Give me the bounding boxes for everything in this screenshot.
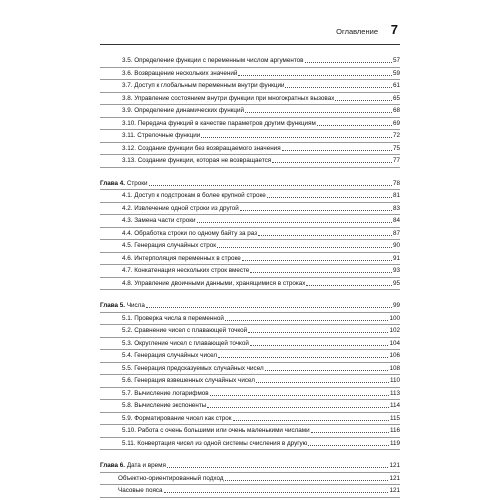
running-header bbox=[100, 22, 400, 42]
dot-leader bbox=[265, 370, 389, 371]
toc-entry[interactable] bbox=[100, 68, 400, 81]
toc-chapter[interactable] bbox=[100, 178, 400, 191]
toc-entry-page: 121 bbox=[389, 487, 400, 494]
toc-entry-page: 87 bbox=[392, 229, 400, 237]
toc-entry-label: 5.4. Генерация случайных чисел bbox=[122, 352, 218, 359]
toc-entry[interactable] bbox=[100, 215, 400, 228]
toc-entry-label: 5.5. Генерация предсказуемых случайных чисел bbox=[122, 364, 264, 372]
toc-entry-page: 102 bbox=[389, 327, 400, 334]
toc-entry[interactable] bbox=[100, 325, 400, 338]
toc-entry-page: 95 bbox=[392, 279, 400, 287]
dot-leader bbox=[225, 480, 389, 481]
toc-entry[interactable] bbox=[100, 278, 400, 291]
toc-entry-label: 5.7. Вычисление логарифмов bbox=[122, 389, 209, 397]
toc-entry-label: 5.3. Округление чисел с плавающей точкой bbox=[122, 339, 249, 347]
toc-entry-label: 5.8. Вычисление экспоненты bbox=[122, 402, 207, 409]
toc-entry-page: 113 bbox=[389, 389, 400, 397]
toc-entry-page: 81 bbox=[392, 192, 400, 199]
toc-entry-page: 77 bbox=[392, 157, 400, 164]
toc-entry-label: 4.4. Обработка строки по одному байту за раз bbox=[122, 229, 258, 237]
header-rule bbox=[100, 44, 400, 45]
toc-entry-label: Часовые пояса bbox=[118, 487, 163, 494]
toc-entry-label: 3.12. Создание функции без возвращаемого значения bbox=[122, 144, 281, 152]
toc-entry-page: 119 bbox=[389, 439, 400, 447]
dot-leader bbox=[285, 87, 392, 88]
dot-leader bbox=[317, 125, 392, 126]
toc-chapter-prefix: Глава 5. bbox=[100, 302, 126, 309]
dot-leader bbox=[282, 150, 392, 151]
toc-entry-label: 3.11. Стрелочные функции bbox=[122, 132, 201, 139]
toc-entry-page: 68 bbox=[392, 107, 400, 114]
toc-chapter-label bbox=[100, 178, 148, 191]
dot-leader bbox=[248, 332, 388, 333]
toc-entry-label: 4.2. Извлечение одной строки из другой bbox=[122, 204, 239, 212]
toc-entry[interactable] bbox=[100, 118, 400, 131]
toc-chapter-page: 78 bbox=[392, 179, 400, 187]
dot-leader bbox=[267, 197, 392, 198]
toc-chapter-title: Дата и время bbox=[126, 462, 166, 469]
toc-entry-label: 5.6. Генерация взвешенных случайных чисел bbox=[122, 377, 255, 384]
dot-leader bbox=[258, 235, 392, 236]
toc-entry-label: 3.9. Определение динамических функций bbox=[122, 107, 245, 114]
toc-entry[interactable] bbox=[100, 338, 400, 351]
toc-entry-page: 72 bbox=[392, 132, 400, 139]
toc-chapter-page: 99 bbox=[392, 302, 400, 309]
toc-entry-page: 100 bbox=[389, 314, 400, 322]
toc-entry[interactable] bbox=[100, 400, 400, 413]
toc-entry-page: 65 bbox=[392, 94, 400, 102]
toc-entry-label: 5.11. Конвертация чисел из одной системы счисления в другую bbox=[122, 439, 308, 447]
dot-leader bbox=[240, 210, 392, 211]
dot-leader bbox=[306, 285, 392, 286]
toc-chapter-label bbox=[100, 460, 166, 473]
dot-leader bbox=[217, 247, 392, 248]
page-number: 7 bbox=[390, 22, 398, 37]
toc-entry[interactable] bbox=[100, 350, 400, 363]
toc-entry-label: 3.5. Определение функции с переменным числом аргументов bbox=[122, 57, 304, 64]
toc-entry-label: 3.6. Возвращение нескольких значений bbox=[122, 69, 238, 77]
dot-leader bbox=[308, 445, 389, 446]
toc-entry-page: 108 bbox=[389, 364, 400, 372]
toc-entry-page: 84 bbox=[392, 217, 400, 224]
toc-entry[interactable] bbox=[100, 143, 400, 156]
dot-leader bbox=[225, 320, 389, 321]
toc-entry-page: 110 bbox=[389, 377, 400, 384]
toc-entry-label: 3.10. Передача функций в качестве параметров другим функциям bbox=[122, 119, 316, 127]
toc-entry-page: 90 bbox=[392, 242, 400, 249]
dot-leader bbox=[272, 162, 392, 163]
toc-entry[interactable] bbox=[100, 80, 400, 93]
toc-entry-page: 61 bbox=[392, 82, 400, 89]
toc-chapter-prefix: Глава 4. bbox=[100, 179, 126, 187]
toc-entry-label: 3.8. Управление состоянием внутри функции при многократных вызовах bbox=[122, 94, 335, 102]
toc-entry[interactable] bbox=[100, 130, 400, 143]
toc-entry-page: 114 bbox=[389, 402, 400, 409]
toc-entry-label: 4.6. Интерполяция переменных в строке bbox=[122, 254, 241, 262]
toc-entry[interactable] bbox=[100, 438, 400, 451]
toc-entry-label: 4.5. Генерация случайных строк bbox=[122, 242, 216, 249]
toc-chapter-label bbox=[100, 300, 145, 313]
toc-entry[interactable] bbox=[100, 388, 400, 401]
dot-leader bbox=[256, 382, 389, 383]
toc-entry[interactable] bbox=[100, 473, 400, 486]
dot-leader bbox=[164, 492, 389, 493]
running-header-title: Оглавление bbox=[336, 27, 378, 36]
toc-entry-label: Объектно-ориентированный подход bbox=[118, 474, 224, 482]
toc-entry-page: 104 bbox=[389, 339, 400, 347]
toc-entry-label: 5.9. Форматирование чисел как строк bbox=[122, 414, 232, 422]
dot-leader bbox=[201, 137, 392, 138]
toc-entry[interactable] bbox=[100, 93, 400, 106]
toc-entry-label: 4.8. Управление двоичными данными, хранящимися в строках bbox=[122, 279, 306, 287]
toc-entry[interactable] bbox=[100, 155, 400, 168]
dot-leader bbox=[218, 357, 388, 358]
dot-leader bbox=[167, 467, 389, 468]
toc-entry-page: 69 bbox=[392, 119, 400, 127]
dot-leader bbox=[207, 407, 389, 408]
toc-entry-label: 4.7. Конкатенация нескольких строк вместе bbox=[122, 267, 250, 274]
toc-entry-label: 5.2. Сравнение чисел с плавающей точкой bbox=[122, 327, 248, 334]
toc-entry[interactable] bbox=[100, 228, 400, 241]
toc-chapter-title: Числа bbox=[126, 302, 145, 309]
toc-entry-label: 5.10. Работа с очень большими или очень маленькими числами bbox=[122, 427, 310, 434]
toc-entry[interactable] bbox=[100, 363, 400, 376]
toc-chapter-title: Строки bbox=[126, 179, 148, 187]
toc-entry[interactable] bbox=[100, 253, 400, 266]
toc-entry[interactable] bbox=[100, 203, 400, 216]
dot-leader bbox=[245, 112, 392, 113]
dot-leader bbox=[197, 222, 392, 223]
toc-entry-page: 57 bbox=[392, 57, 400, 64]
toc-entry-page: 59 bbox=[392, 69, 400, 77]
chapter-gap bbox=[100, 168, 400, 172]
toc-entry[interactable] bbox=[100, 55, 400, 68]
dot-leader bbox=[242, 260, 392, 261]
toc-entry-label: 4.1. Доступ к подстрокам в более крупной строке bbox=[122, 192, 266, 199]
toc-entry-label: 4.3. Замена части строки bbox=[122, 217, 196, 224]
toc-entry-label: 5.1. Проверка числа в переменной bbox=[122, 314, 224, 322]
toc-entry-page: 106 bbox=[389, 352, 400, 359]
toc-entry-page: 83 bbox=[392, 204, 400, 212]
toc-entry-label: 3.13. Создание функции, которая не возвращается bbox=[122, 157, 272, 164]
toc-entry[interactable] bbox=[100, 240, 400, 253]
toc-entry-page: 91 bbox=[392, 254, 400, 262]
dot-leader bbox=[250, 345, 389, 346]
toc-entry[interactable] bbox=[100, 413, 400, 426]
toc-chapter-page: 121 bbox=[389, 462, 400, 469]
table-of-contents bbox=[100, 55, 400, 498]
chapter-gap bbox=[100, 450, 400, 454]
toc-entry-page: 115 bbox=[389, 414, 400, 422]
toc-entry[interactable] bbox=[100, 265, 400, 278]
dot-leader bbox=[146, 307, 392, 308]
dot-leader bbox=[210, 395, 389, 396]
dot-leader bbox=[149, 185, 392, 186]
toc-entry[interactable] bbox=[100, 105, 400, 118]
chapter-gap bbox=[100, 290, 400, 294]
toc-entry[interactable] bbox=[100, 313, 400, 326]
toc-entry-page: 121 bbox=[389, 474, 400, 482]
toc-chapter-prefix: Глава 6. bbox=[100, 462, 126, 469]
toc-entry-label: 3.7. Доступ к глобальным переменным внутри функции bbox=[122, 82, 285, 89]
toc-entry-page: 75 bbox=[392, 144, 400, 152]
toc-entry[interactable] bbox=[100, 375, 400, 388]
dot-leader bbox=[238, 75, 392, 76]
dot-leader bbox=[233, 420, 389, 421]
toc-entry[interactable] bbox=[100, 485, 400, 498]
toc-entry-page: 116 bbox=[389, 427, 400, 434]
dot-leader bbox=[305, 62, 392, 63]
toc-entry[interactable] bbox=[100, 425, 400, 438]
dot-leader bbox=[311, 432, 389, 433]
dot-leader bbox=[335, 100, 392, 101]
toc-chapter[interactable] bbox=[100, 460, 400, 473]
dot-leader bbox=[250, 272, 392, 273]
toc-entry-page: 93 bbox=[392, 267, 400, 274]
toc-chapter[interactable] bbox=[100, 300, 400, 313]
toc-entry[interactable] bbox=[100, 190, 400, 203]
